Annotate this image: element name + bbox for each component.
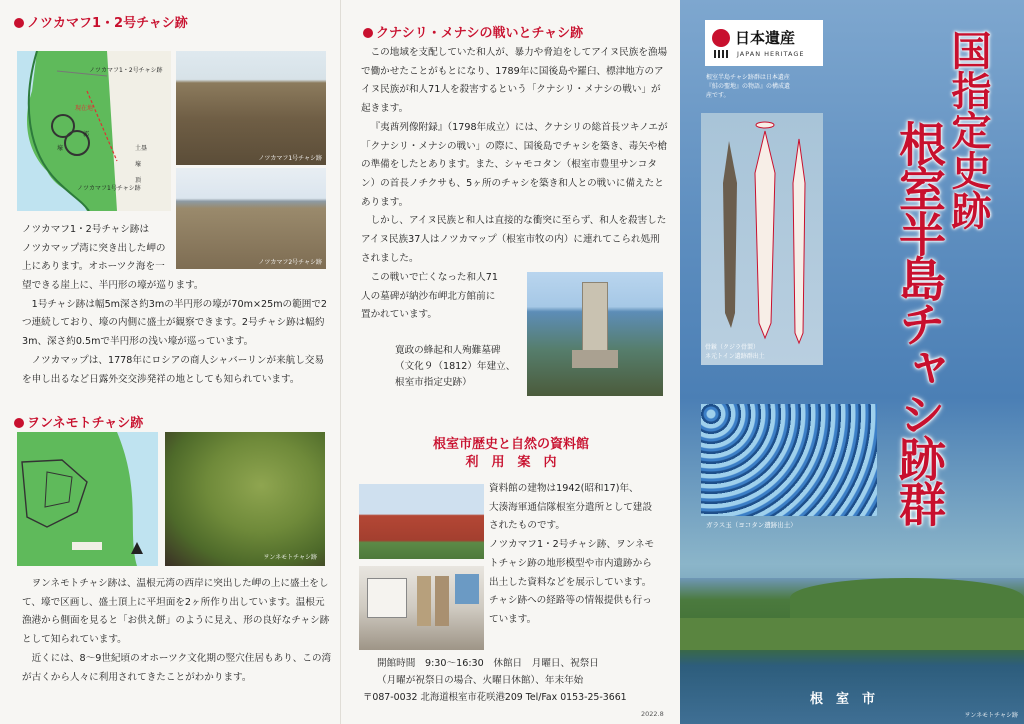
map-label-b: 郭 [83, 131, 90, 138]
monument-base [572, 350, 618, 368]
title-main: 根室半島チャシ跡群 [891, 120, 946, 525]
museum-title: 根室市歴史と自然の資料館 利 用 案 内 [432, 437, 589, 470]
panel-middle [340, 0, 680, 724]
opening-hours: 開館時間 9:30～16:30 休館日 月曜日、祝祭日 [377, 658, 599, 669]
photo-museum-interior [359, 566, 484, 650]
heritage-gate-icon [714, 50, 728, 58]
print-date: 2022.8 [641, 710, 664, 718]
kunashiri-body: この地域を支配していた和人が、暴力や脅迫をしてアイヌ民族を漁場で働かせたことがもとになり、1789年に国後島や羅臼、標津地方のアイヌ民族が和人71人を殺害するという「クナシリ・メナシの戦い」が起きます。 『夷酋列像附録』（1798年成立）には、クナシリの総首長ツキノエが「クナシリ・メナシの戦い」の際に、国後島でチャシを築き、毒矢や槍の準備をしたとあります。また、シャモコタン（根室市豊里サンコタン）の首長ノチクサも、5ヶ所のチャシを築き和人との戦いに備えたとあります。 しかし、アイヌ民族と和人は直接的な衝突に至らず、和人を殺害したアイヌ民族37人はノツカマップ（根室市牧の内）に連れてこられ処刑されました。 [361, 47, 668, 264]
map-label-top: 頂 [135, 177, 142, 184]
bullet-icon [363, 28, 373, 38]
section-title-onnemoto: ヲンネモトチャシ跡 [14, 412, 143, 431]
map-label-a: 壕 [57, 145, 64, 152]
city-name: 根 室 市 [810, 692, 876, 707]
grave-caption: 寛政の蜂起和人殉難墓碑 （文化９（1812）年建立、 根室市指定史跡） [395, 345, 516, 388]
bullet-icon [14, 18, 24, 28]
photo-onnemoto: ヲンネモトチャシ跡 [165, 432, 325, 566]
cover-photo-caption: ヲンネモトチャシ跡 [964, 712, 1018, 719]
notsukamafu-intro: ノツカマフ1・2号チャシ跡は ノツカマップ湾に突き出した岬の 上にあります。オホーツク海を一 [22, 224, 166, 273]
map-label-c12: ノツカマフ1・2号チャシ跡 [89, 67, 163, 74]
photo-chashi-1: ノツカマフ1号チャシ跡 [176, 51, 326, 165]
museum-text: 資料館の建物は1942(昭和17)年、 大湊海軍通信隊根室分遣所として建設 されたものです。 ノツカマフ1・2号チャシ跡、ヲンネモ トチャシ跡の地形模型や市内遺跡から 出土した資料などを展示しています。 チャシ跡への経路等の情報提供も行っ ています。 [489, 483, 655, 625]
notsukamafu-body: 望できる崖上に、半円形の壕が巡ります。 1号チャシ跡は幅5m深さ約3mの半円形の壕が70m×25mの範囲で2つ連続しており、壕の内側に盛土が観察できます。2号チャシ跡は幅約3m、深さ約0.5mで半円形の浅い壕が巡っています。 ノツカマップは、1778年にロシアの商人シャバーリンが来航し交易を申し出るなど日露外交交渉発祥の地としても知られています。 [22, 280, 328, 385]
notsukamafu-map [17, 51, 171, 211]
museum-info [363, 655, 677, 706]
photo-grave-monument [527, 272, 663, 396]
closed-days: （月曜が祝祭日の場合、火曜日休館）、年末年始 [377, 675, 584, 686]
museum-address: 〒087-0032 北海道根室市花咲港209 Tel/Fax 0153-25-3661 [363, 692, 627, 703]
photo-chashi-2: ノツカマフ2号チャシ跡 [176, 168, 326, 269]
japan-heritage-logo: 日本遺産 JAPAN HERITAGE [705, 20, 823, 66]
photo-bone-arrowheads: 骨鏃（クジラ骨製） ネ元トイン遺跡群出土 [701, 113, 823, 365]
title-national-site: 国指定史跡 [945, 30, 992, 230]
map-label-c1: ノツカマフ1号チャシ跡 [77, 185, 141, 192]
map-label-dorui: 土塁 [135, 145, 148, 152]
map-label-ditch: 壕 [135, 161, 142, 168]
photo-glass-beads [701, 404, 877, 516]
glass-beads-caption: ガラス玉（ヨコタン遺跡出土） [706, 521, 797, 529]
monument-shape [582, 282, 608, 352]
photo-museum-building [359, 484, 484, 559]
panel-left [0, 0, 340, 724]
panel-cover [680, 0, 1024, 724]
onnemoto-body: ヲンネモトチャシ跡は、温根元湾の西岸に突出した岬の上に盛土をして、壕で区画し、盛土頂上に平坦面を2ヶ所作り出しています。温根元漁港から側面を見ると「お供え餅」のように見え、形の良好なチャシ跡として知られています。 近くには、8～9世紀頃のオホーツク文化期の竪穴住居もあり、この湾が古くから人々に利用されてきたことがわかります。 [22, 578, 332, 683]
bullet-icon [14, 418, 24, 428]
onnemoto-map [17, 432, 158, 566]
section-title-notsukamafu: ノツカマフ1・2号チャシ跡 [14, 12, 188, 31]
grave-text: この戦いで亡くなった和人71 人の墓碑が納沙布岬北方館前に 置かれています。 [361, 272, 498, 321]
heritage-description: 根室半島チャシ跡群は日本遺産 『鮭の聖地』の物語』の構成遺 産です。 [706, 74, 791, 99]
section-title-kunashiri: クナシリ・メナシの戦いとチャシ跡 [363, 22, 583, 41]
map-label-loc: 現在地 [75, 105, 94, 112]
heritage-sun-icon [712, 29, 730, 47]
